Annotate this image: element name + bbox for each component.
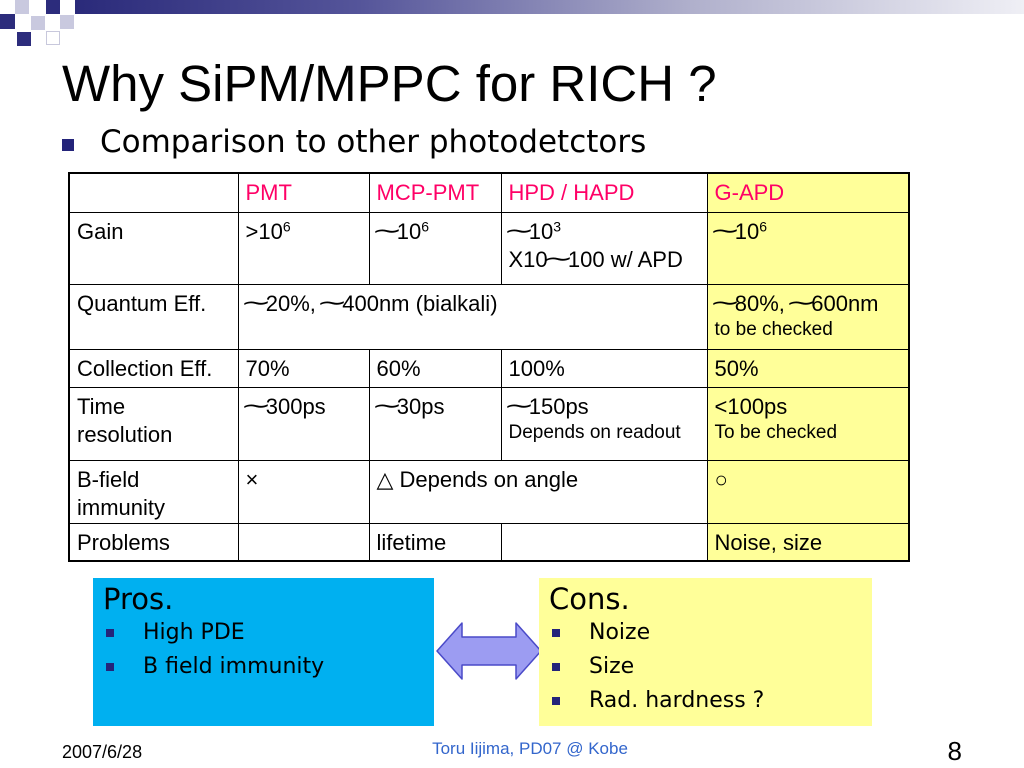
double-headed-arrow-icon xyxy=(436,622,542,682)
cell-problems-pmt xyxy=(238,523,369,561)
square-bullet-icon xyxy=(552,629,560,637)
header-mcp-pmt: MCP-PMT xyxy=(369,173,501,212)
wave-dash-glyph xyxy=(246,393,266,421)
slide-bullet-text: Comparison to other photodetctors xyxy=(100,124,647,160)
cell-coll-g-apd: 50% xyxy=(707,349,909,387)
wave-dash-glyph xyxy=(509,218,529,246)
table-row-gain xyxy=(69,212,909,284)
cell-coll-pmt: 70% xyxy=(238,349,369,387)
pros-list xyxy=(93,616,434,684)
time-hpd-value: 150ps xyxy=(509,393,700,421)
wave-dash-glyph xyxy=(509,393,529,421)
time-gapd-note: To be checked xyxy=(714,421,838,443)
wave-dash-glyph xyxy=(548,246,568,274)
square-bullet-icon xyxy=(552,663,560,671)
pros-item-label: High PDE xyxy=(143,620,245,645)
cell-time-pmt: 300ps xyxy=(238,387,369,460)
row-label-time-resolution: Time resolution xyxy=(77,393,173,447)
qe-gapd-note: to be checked xyxy=(714,318,833,340)
gain-gapd-line xyxy=(715,218,902,246)
row-label-problems: Problems xyxy=(69,523,238,561)
gain-pmt-value: >10 xyxy=(245,218,283,244)
wave-dash-glyph xyxy=(322,290,342,318)
cell-gain-pmt xyxy=(238,212,369,284)
cell-time-hpd-hapd xyxy=(501,387,707,460)
table-row-problems xyxy=(69,523,909,561)
table-header-row xyxy=(69,173,909,212)
cell-qe-pmt-mcp-hpd: 20%, 400nm (bialkali) xyxy=(238,284,707,349)
page-number: 8 xyxy=(947,736,962,766)
footer-date: 2007/6/28 xyxy=(62,742,143,762)
time-gapd-value: <100ps xyxy=(714,393,788,419)
wave-dash-glyph xyxy=(377,393,397,421)
gain-hpd-exponent: 3 xyxy=(553,217,562,234)
cons-list xyxy=(539,616,872,718)
gain-gapd-exponent: 6 xyxy=(759,217,768,234)
gain-pmt-line xyxy=(246,218,362,246)
decor-square xyxy=(17,32,31,46)
table-row-collection-eff xyxy=(69,349,909,387)
wave-dash-glyph xyxy=(791,290,811,318)
arrow-shape xyxy=(437,623,541,679)
gain-mcp-line xyxy=(377,218,494,246)
cons-item-label: Size xyxy=(589,654,635,679)
cell-bfield-mcp-hpd: △ Depends on angle xyxy=(369,460,707,523)
table-row-quantum-eff xyxy=(69,284,909,349)
list-item xyxy=(93,616,434,650)
row-label-time-resolution-cell xyxy=(69,387,238,460)
wave-dash-glyph xyxy=(246,290,266,318)
decor-square xyxy=(15,0,29,14)
pros-item-label: B field immunity xyxy=(143,654,325,679)
cell-gain-g-apd xyxy=(707,212,909,284)
pros-box xyxy=(93,578,434,726)
cons-title: Cons. xyxy=(549,582,630,616)
header-hpd-hapd: HPD / HAPD xyxy=(501,173,707,212)
cell-time-mcp-pmt: 30ps xyxy=(369,387,501,460)
header-g-apd: G-APD xyxy=(707,173,909,212)
decor-square xyxy=(0,14,15,29)
list-item xyxy=(539,616,872,650)
gain-mcp-exponent: 6 xyxy=(421,217,430,234)
cons-box xyxy=(539,578,872,726)
decor-square xyxy=(31,16,45,30)
cell-time-g-apd xyxy=(707,387,909,460)
gain-gapd-value: 10 xyxy=(715,219,760,244)
gain-hpd-line xyxy=(509,218,700,246)
wave-dash-glyph xyxy=(377,218,397,246)
row-label-gain: Gain xyxy=(69,212,238,284)
cons-item-label: Rad. hardness ? xyxy=(589,688,765,713)
gain-hpd-note: X10 100 w/ APD xyxy=(508,246,683,272)
header-pmt: PMT xyxy=(238,173,369,212)
row-label-b-field-immunity: B-field immunity xyxy=(77,466,166,520)
cell-bfield-g-apd: ○ xyxy=(707,460,909,523)
list-item xyxy=(539,684,872,718)
decor-square xyxy=(46,31,60,45)
decor-square xyxy=(46,0,60,14)
cons-item-label: Noize xyxy=(589,620,651,645)
list-item xyxy=(93,650,434,684)
square-bullet-icon xyxy=(106,629,114,637)
pros-title: Pros. xyxy=(103,582,174,616)
cell-problems-g-apd: Noise, size xyxy=(707,523,909,561)
decor-square xyxy=(60,15,74,29)
time-hpd-note: Depends on readout xyxy=(508,421,681,443)
slide-title: Why SiPM/MPPC for RICH ? xyxy=(62,55,717,112)
row-label-collection-eff: Collection Eff. xyxy=(69,349,238,387)
cell-problems-hpd-hapd xyxy=(501,523,707,561)
square-bullet-icon xyxy=(552,697,560,705)
gain-pmt-exponent: 6 xyxy=(282,217,291,234)
gain-hpd-value: 10 xyxy=(509,219,554,244)
table-row-time-resolution xyxy=(69,387,909,460)
wave-dash-glyph xyxy=(715,218,735,246)
comparison-table xyxy=(68,172,910,562)
gain-mcp-value: 10 xyxy=(377,219,422,244)
cell-coll-hpd-hapd: 100% xyxy=(501,349,707,387)
cell-gain-hpd-hapd xyxy=(501,212,707,284)
cell-gain-mcp-pmt xyxy=(369,212,501,284)
table-row-b-field-immunity xyxy=(69,460,909,523)
wave-dash-glyph xyxy=(715,290,735,318)
header-cell-empty xyxy=(69,173,238,212)
cell-problems-mcp-pmt: lifetime xyxy=(369,523,501,561)
square-bullet-icon xyxy=(62,139,74,151)
header-gradient-bar xyxy=(75,0,1024,14)
row-label-quantum-eff: Quantum Eff. xyxy=(69,284,238,349)
cell-qe-g-apd xyxy=(707,284,909,349)
cell-bfield-pmt: × xyxy=(238,460,369,523)
qe-gapd-value: 80%, 600nm xyxy=(715,290,902,318)
cell-coll-mcp-pmt: 60% xyxy=(369,349,501,387)
square-bullet-icon xyxy=(106,663,114,671)
footer-credit: Toru Iijima, PD07 @ Kobe xyxy=(432,739,628,758)
list-item xyxy=(539,650,872,684)
row-label-b-field-cell xyxy=(69,460,238,523)
